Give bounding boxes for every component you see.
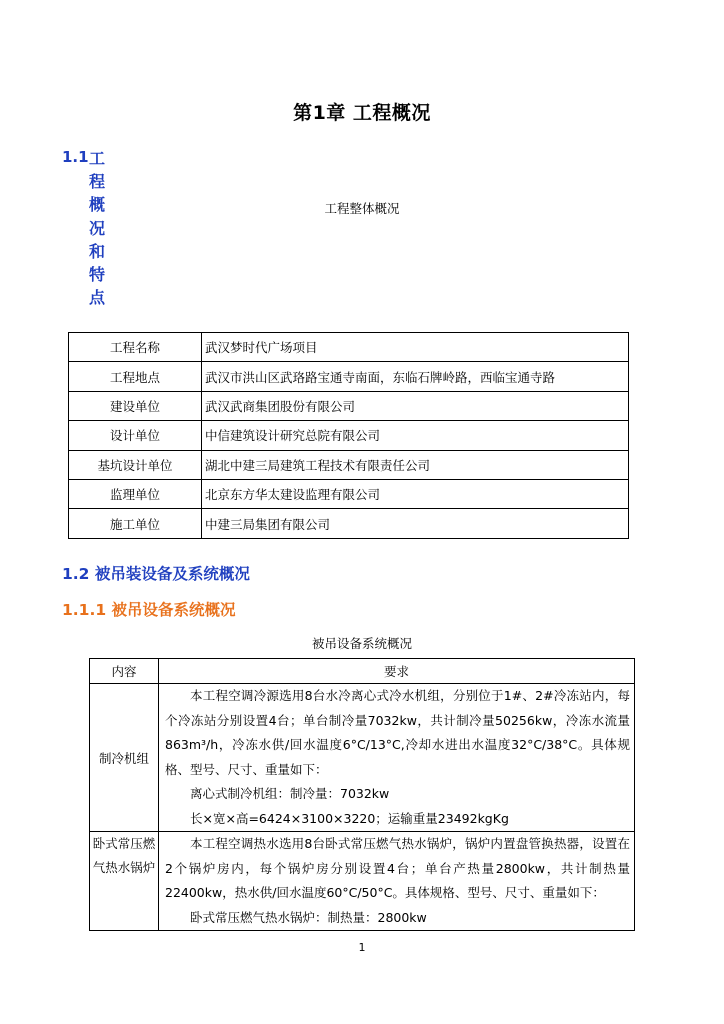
table-row xyxy=(69,333,629,362)
info-key: 监理单位 xyxy=(69,479,202,508)
equipment-requirement xyxy=(159,684,635,832)
table-row xyxy=(69,391,629,420)
requirement-paragraph: 本工程空调冷源选用8台水冷离心式冷水机组，分别位于1#、2#冷冻站内，每个冷冻站分别设置4台；单台制冷量7032kw，共计制冷量50256kw，冷冻水流量863m³/h，冷冻水供/回水温度6°C/13°C,冷却水进出水温度32°C/38°C。具体规格、型号、尺寸、重量如下： xyxy=(165,688,630,777)
info-table-caption: 工程整体概况 xyxy=(324,201,400,216)
table-row xyxy=(69,362,629,391)
section-1-1-number: 1.1 xyxy=(62,148,89,166)
info-value: 武汉武商集团股份有限公司 xyxy=(202,391,629,420)
section-1-1-1-heading: 1.1.1 被吊设备系统概况 xyxy=(62,601,236,619)
chapter-title: 第1章 工程概况 xyxy=(293,102,431,124)
table-header-row xyxy=(90,659,635,684)
requirement-line: 离心式制冷机组：制冷量：7032kw xyxy=(190,786,390,801)
equipment-requirement xyxy=(159,832,635,931)
requirement-line: 卧式常压燃气热水锅炉：制热量：2800kw xyxy=(190,909,427,925)
project-info-table xyxy=(68,332,629,539)
table-row xyxy=(69,509,629,538)
info-key: 工程名称 xyxy=(69,333,202,362)
column-header-requirement: 要求 xyxy=(159,659,635,684)
section-1-2-heading: 1.2 被吊装设备及系统概况 xyxy=(62,565,250,583)
info-value: 武汉市洪山区武珞路宝通寺南面，东临石牌岭路，西临宝通寺路 xyxy=(202,362,629,391)
info-value: 武汉梦时代广场项目 xyxy=(202,333,629,362)
info-value: 中信建筑设计研究总院有限公司 xyxy=(202,421,629,450)
info-key: 基坑设计单位 xyxy=(69,450,202,479)
info-value: 湖北中建三局建筑工程技术有限责任公司 xyxy=(202,450,629,479)
equipment-name: 卧式常压燃气热水锅炉 xyxy=(90,832,159,931)
info-value: 北京东方华太建设监理有限公司 xyxy=(202,479,629,508)
table-row xyxy=(69,479,629,508)
info-value: 中建三局集团有限公司 xyxy=(202,509,629,538)
column-header-content: 内容 xyxy=(90,659,159,684)
table-row xyxy=(90,832,635,931)
equipment-name: 制冷机组 xyxy=(90,684,159,832)
section-1-1-title: 工程概况和特点 xyxy=(89,149,106,308)
info-key: 工程地点 xyxy=(69,362,202,391)
page-number: 1 xyxy=(358,941,366,954)
info-key: 施工单位 xyxy=(69,509,202,538)
requirement-paragraph: 本工程空调热水选用8台卧式常压燃气热水锅炉，锅炉内置盘管换热器，设置在2个锅炉房内，每个锅炉房分别设置4台；单台产热量2800kw，共计制热量22400kw，热水供/回水温度60°C/50°C。具体规格、型号、尺寸、重量如下： xyxy=(165,836,630,900)
info-key: 建设单位 xyxy=(69,391,202,420)
table-row xyxy=(69,450,629,479)
table-row xyxy=(69,421,629,450)
info-key: 设计单位 xyxy=(69,421,202,450)
equipment-table xyxy=(89,658,635,931)
equip-table-caption: 被吊设备系统概况 xyxy=(311,636,412,651)
table-row xyxy=(90,684,635,832)
requirement-line: 长×宽×高=6424×3100×3220；运输重量23492kgKg xyxy=(190,810,509,826)
